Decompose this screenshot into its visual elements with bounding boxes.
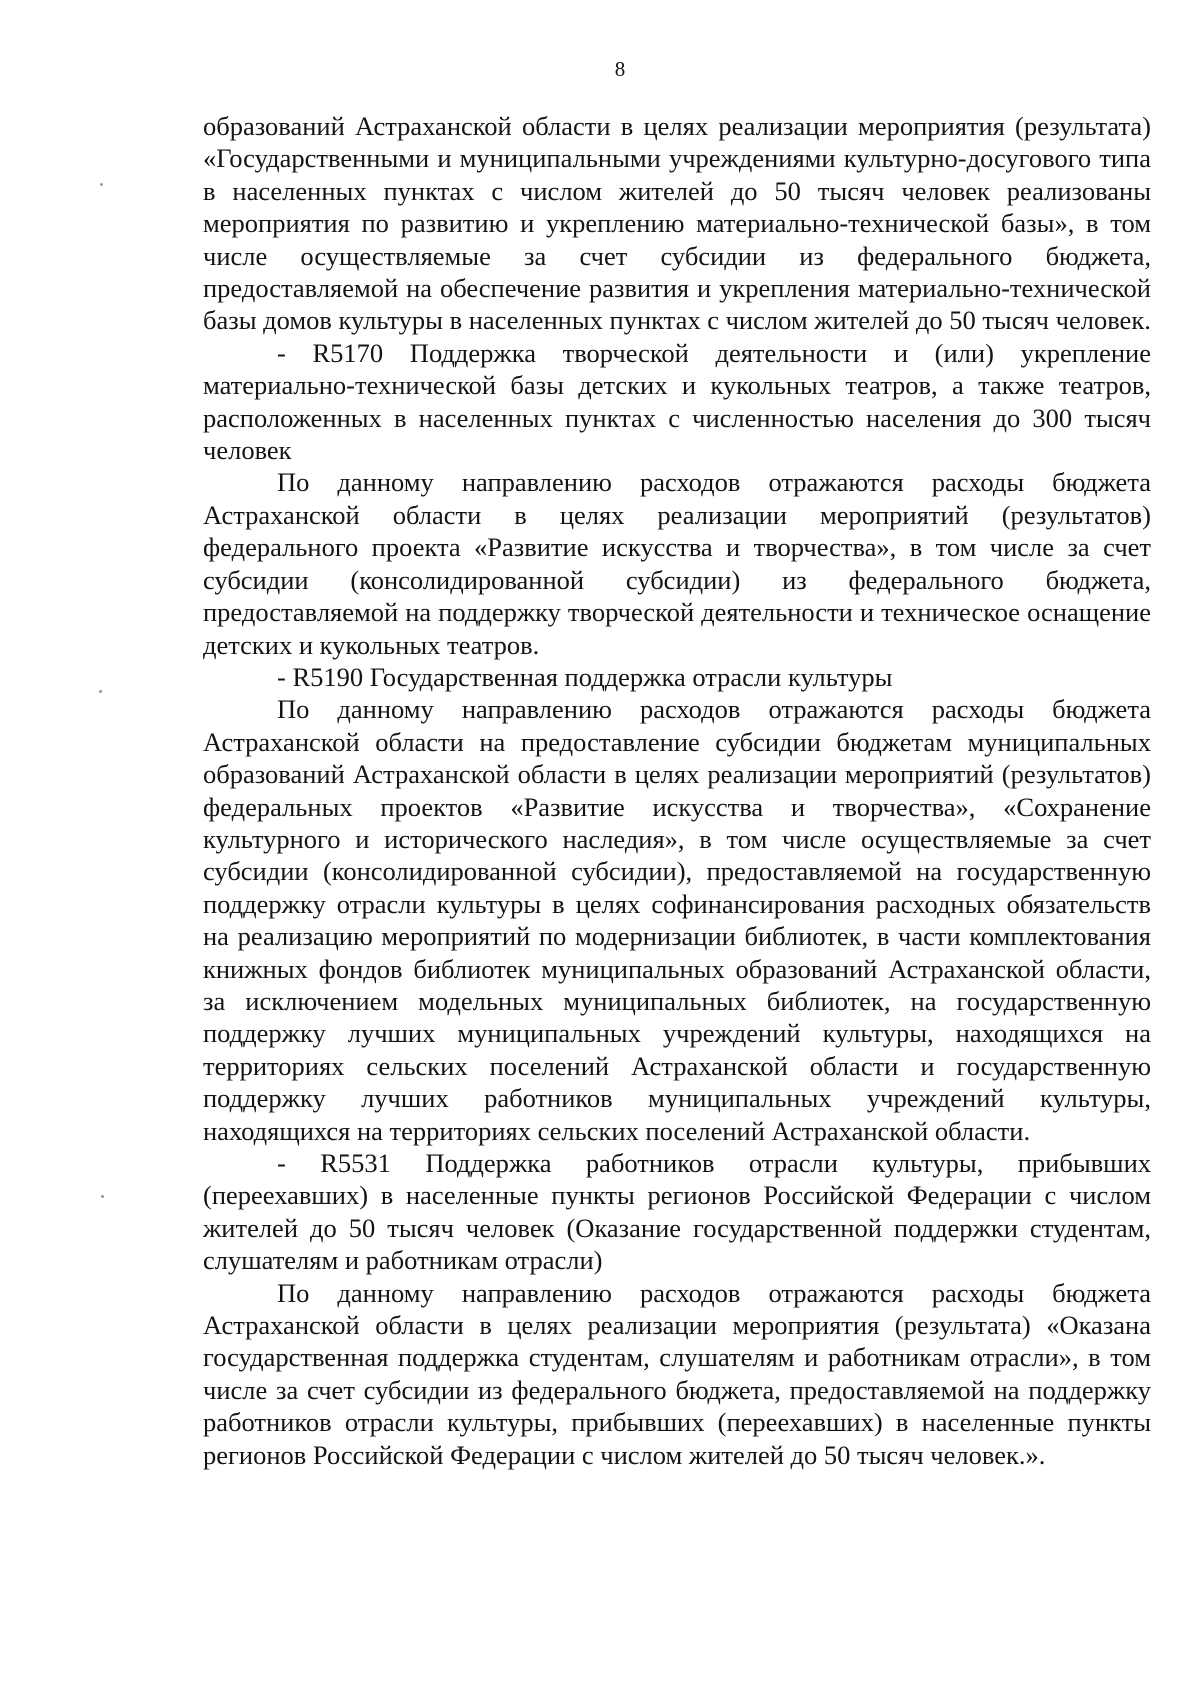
expense-code-heading-r5170: - R5170 Поддержка творческой деятельности и (или) укрепление материально-технической базы детских и кукольных театров, а также театров, расположенных в населенных пунктах с численностью населения до 300 тысяч человек	[203, 337, 1151, 466]
scan-speck	[100, 183, 103, 186]
page-number: 8	[614, 57, 626, 81]
document-body	[203, 110, 1151, 1471]
scan-speck	[99, 690, 102, 693]
paragraph-r5190-description: По данному направлению расходов отражаются расходы бюджета Астраханской области на предоставление субсидии бюджетам муниципальных образований Астраханской области в целях реализации мероприятий (результатов) федеральных проектов «Развитие искусства и творчества», «Сохранение культурного и исторического наследия», в том числе осуществляемые за счет субсидии (консолидированной субсидии), предоставляемой на государственную поддержку отрасли культуры в целях софинансирования расходных обязательств на реализацию мероприятий по модернизации библиотек, в части комплектования книжных фондов библиотек муниципальных образований Астраханской области, за исключением модельных муниципальных библиотек, на государственную поддержку лучших муниципальных учреждений культуры, находящихся на территориях сельских поселений Астраханской области и государственную поддержку лучших работников муниципальных учреждений культуры, находящихся на территориях сельских поселений Астраханской области.	[203, 694, 1151, 1146]
paragraph-r5531-description: По данному направлению расходов отражаются расходы бюджета Астраханской области в целях реализации мероприятия (результата) «Оказана государственная поддержка студентам, слушателям и работникам отрасли», в том числе за счет субсидии из федерального бюджета, предоставляемой на поддержку работников отрасли культуры, прибывших (переехавших) в населенные пункты регионов Российской Федерации с числом жителей до 50 тысяч человек.».	[203, 1277, 1151, 1470]
expense-code-heading-r5531: - R5531 Поддержка работников отрасли культуры, прибывших (переехавших) в населенные пункты регионов Российской Федерации с числом жителей до 50 тысяч человек (Оказание государственной поддержки студентам, слушателям и работникам отрасли)	[203, 1148, 1151, 1276]
scan-speck	[101, 1195, 104, 1198]
paragraph-continuation: образований Астраханской области в целях реализации мероприятия (результата) «Государственными и муниципальными учреждениями культурно-досугового типа в населенных пунктах с числом жителей до 50 тысяч человек реализованы мероприятия по развитию и укреплению материально-технической базы», в том числе осуществляемые за счет субсидии из федерального бюджета, предоставляемой на обеспечение развития и укрепления материально-технической базы домов культуры в населенных пунктах с числом жителей до 50 тысяч человек.	[203, 111, 1151, 336]
paragraph-r5170-description: По данному направлению расходов отражаются расходы бюджета Астраханской области в целях реализации мероприятий (результатов) федерального проекта «Развитие искусства и творчества», в том числе за счет субсидии (консолидированной субсидии) из федерального бюджета, предоставляемой на поддержку творческой деятельности и техническое оснащение детских и кукольных театров.	[203, 467, 1151, 660]
expense-code-heading-r5190: - R5190 Государственная поддержка отрасли культуры	[277, 661, 893, 692]
